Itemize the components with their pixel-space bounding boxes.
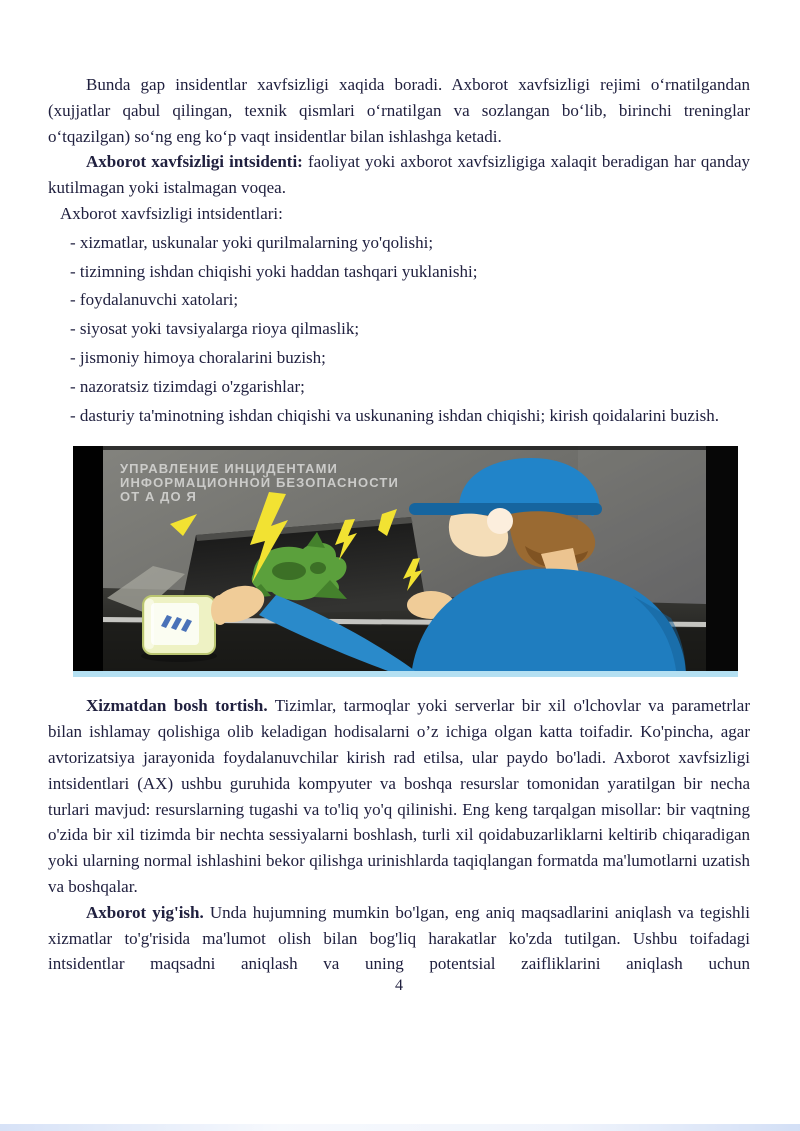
list-item: - dasturiy ta'minotning ishdan chiqishi va uskunaning ishdan chiqishi; kirish qoidalarini buzish.	[70, 405, 719, 425]
denial-of-service-body: Tizimlar, tarmoqlar yoki serverlar bir xil o'lchovlar va parametrlar bilan ishlamay qolishiga olib keladigan hodisalarni o’z ichiga olgan katta toifadir. Ko'pincha, agar avtorizatsiya jarayonida foydalanuvchilar kirish rad etilsa, ular paydo bo'ladi. Axborot xavfsizligi intsidentlari (AX) ushbu guruhida kompyuter va boshqa resurslar tomonidan yaratilgan bir necha turlari mavjud: resurslarning tugashi va to'liq yo'q qilinishi. Eng keng tarqalgan misollar: bir vaqtning o'zida bir xil tizimda bir nechta sessiyalarni boshlash, turli xil qoidabuzarliklarni keltirib chiqaradigan yoki ularning normal ishlashini bekor qilishga urinishlarda taqiqlangan formatda ma'lumotlarni uzatish va boshqalar.	[48, 696, 750, 896]
incident-management-illustration	[73, 446, 738, 677]
definition-term: Axborot xavfsizligi intsidenti:	[86, 152, 303, 172]
denial-of-service-term: Xizmatdan bosh tortish.	[86, 696, 268, 716]
list-item: - xizmatlar, uskunalar yoki qurilmalarning yo'qolishi;	[70, 232, 434, 252]
right-black-bar	[706, 446, 738, 677]
information-gathering-term: Axborot yig'ish.	[86, 902, 204, 922]
ear	[487, 508, 513, 534]
information-gathering-body: Unda hujumning mumkin bo'lgan, eng aniq maqsadlarini aniqlash va tegishli xizmatlar to'g'risida ma'lumot olish bilan bog'liq harakatlar ko'zda tutilgan. Ushbu toifadagi intsidentlar maqsadni aniqlash va uning potentsial zaifliklarini aniqlash uchun	[48, 902, 750, 974]
definition-body: faoliyat yoki axborot xavfsizligiga xalaqit beradigan har qanday kutilmagan yoki istalmagan voqea.	[48, 152, 750, 198]
list-intro: Axborot xavfsizligi intsidentlari:	[60, 203, 283, 223]
page-number: 4	[395, 977, 403, 995]
bottom-blue-strip	[73, 671, 738, 677]
caption-line: УПРАВЛЕНИЕ ИНЦИДЕНТАМИ	[120, 461, 338, 477]
list-item: - foydalanuvchi xatolari;	[70, 290, 239, 310]
list-item: - siyosat yoki tavsiyalarga rioya qilmaslik;	[70, 319, 360, 339]
caption-line: ИНФОРМАЦИОННОЙ БЕЗОПАСНОСТИ	[120, 475, 399, 491]
thumb	[211, 595, 229, 625]
list-item: - nazoratsiz tizimdagi o'zgarishlar;	[70, 376, 305, 396]
paragraph-denial-of-service	[48, 693, 750, 899]
video-still-graphic	[73, 446, 738, 677]
list-item: - jismoniy himoya choralarini buzish;	[70, 347, 326, 367]
list-item: - tizimning ishdan chiqishi yoki haddan tashqari yuklanishi;	[70, 261, 478, 281]
caption-line: ОТ А ДО Я	[120, 489, 197, 505]
paragraph-information-gathering	[48, 900, 750, 977]
paragraph-intro: Bunda gap insidentlar xavfsizligi xaqida boradi. Axborot xavfsizligi rejimi o‘rnatilgandan (xujjatlar qabul qilingan, texnik qismlari o‘rnatilgan va sozlangan bo‘lib, birinchi treninglar o‘tqazilgan) so‘ng eng ko‘p vaqt insidentlar bilan ishlashga ketadi.	[48, 75, 750, 146]
top-edge	[103, 446, 706, 450]
paragraph-definition	[48, 149, 750, 201]
left-black-bar	[73, 446, 103, 677]
